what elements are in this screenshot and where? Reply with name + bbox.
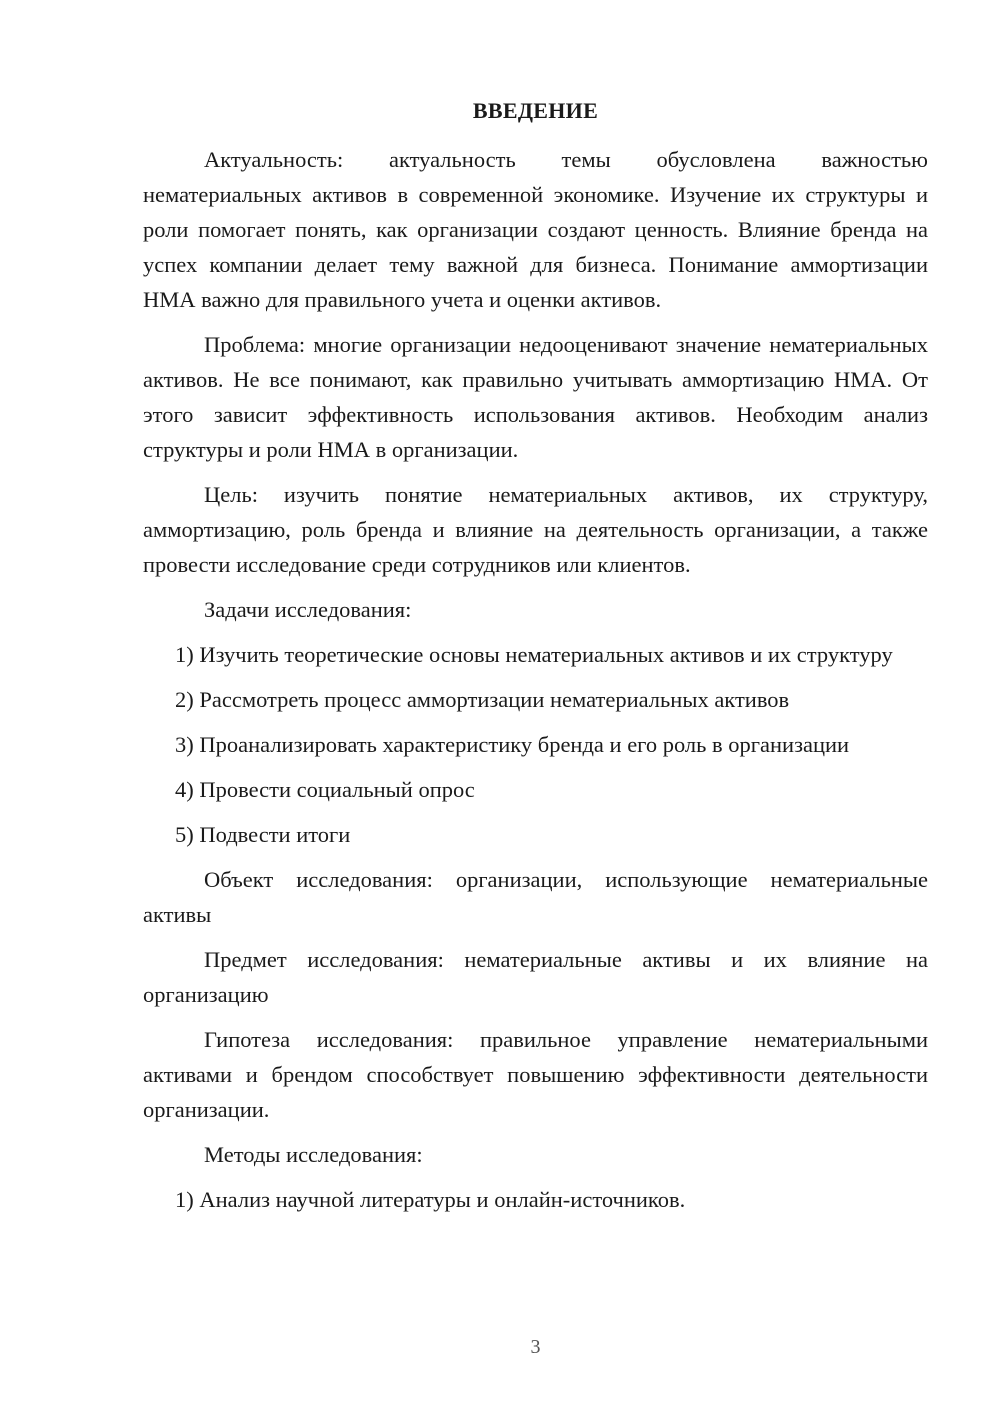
task-item: 2) Рассмотреть процесс аммортизации нематериальных активов: [175, 687, 790, 712]
methods-heading: Методы исследования:: [204, 1142, 423, 1167]
tasks-heading: Задачи исследования:: [204, 597, 412, 622]
page-title: ВВЕДЕНИЕ: [472, 98, 599, 123]
task-item: 1) Изучить теоретические основы нематериальных активов и их структуру: [175, 642, 893, 667]
task-item: 3) Проанализировать характеристику бренда и его роль в организации: [175, 732, 850, 757]
task-item: 5) Подвести итоги: [175, 822, 351, 847]
paragraph-relevance: Актуальность: актуальность темы обусловлена важностью нематериальных активов в современной экономике. Изучение их структуры и роли помогает понять, как организации создают ценность. Влияние бренда на успех компании делает тему важной для бизнеса. Понимание аммортизации НМА важно для правильного учета и оценки активов.: [143, 147, 928, 312]
paragraph-goal: Цель: изучить понятие нематериальных активов, их структуру, аммортизацию, роль бренда и влияние на деятельность организации, а также провести исследование среди сотрудников или клиентов.: [143, 482, 928, 577]
paragraph-subject: Предмет исследования: нематериальные активы и их влияние на организацию: [143, 947, 928, 1007]
page-number: 3: [530, 1336, 541, 1358]
paragraph-object: Объект исследования: организации, использующие нематериальные активы: [143, 867, 928, 927]
paragraph-problem: Проблема: многие организации недооценивают значение нематериальных активов. Не все понимают, как правильно учитывать аммортизацию НМА. От этого зависит эффективность использования активов. Необходим анализ структуры и роли НМА в организации.: [143, 332, 928, 462]
paragraph-hypothesis: Гипотеза исследования: правильное управление нематериальными активами и брендом способствует повышению эффективности деятельности организации.: [143, 1027, 928, 1122]
task-item: 4) Провести социальный опрос: [175, 777, 475, 802]
document-page: [143, 0, 928, 1414]
method-item: 1) Анализ научной литературы и онлайн-источников.: [175, 1187, 686, 1212]
document-body: [143, 142, 928, 1227]
